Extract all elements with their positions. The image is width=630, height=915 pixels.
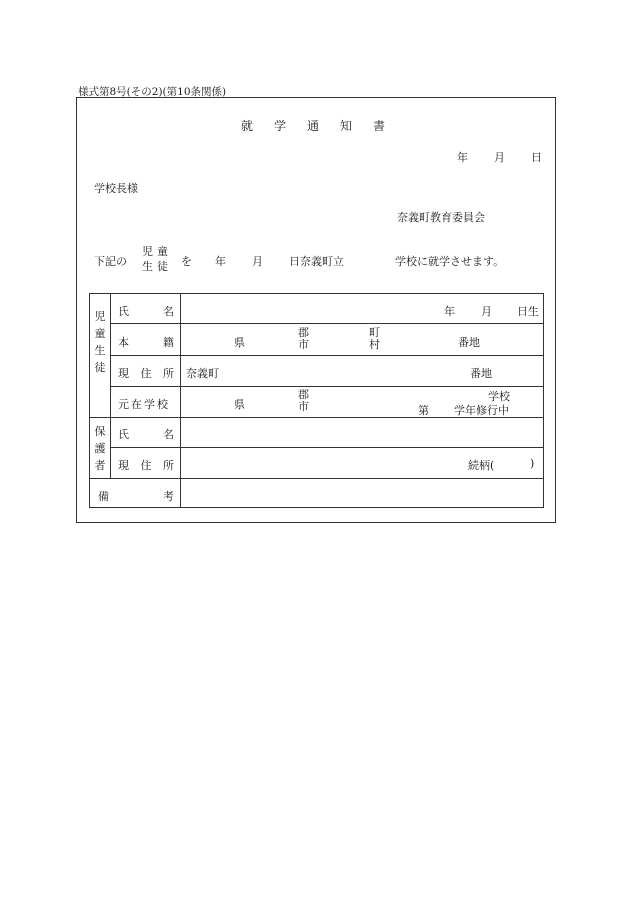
address-label: 現 住 所 [118, 367, 174, 380]
issue-month-unit: 月 [494, 151, 505, 164]
birth-year-unit: 年 [444, 305, 455, 318]
domicile-banchi: 番地 [458, 336, 480, 349]
form-number-label: 様式第8号(その2)(第10条関係) [78, 86, 227, 98]
sentence-day-town: 日奈義町立 [289, 255, 344, 268]
prev-school-prefecture: 県 [234, 398, 245, 411]
remarks-label: 備 考 [98, 490, 174, 503]
prev-school-school: 学校 [488, 390, 510, 403]
sentence-particle: を [181, 255, 192, 268]
address-town: 奈義町 [186, 367, 219, 380]
domicile-machi-mura: 町 村 [369, 326, 380, 351]
vertical-char: 徒 [94, 361, 106, 374]
guardian-address-label: 現 住 所 [118, 459, 174, 472]
sentence-month-unit: 月 [252, 255, 263, 268]
birth-month-unit: 月 [481, 305, 492, 318]
prev-school-label: 元在学校 [118, 398, 170, 411]
vertical-char: 護 [94, 442, 106, 455]
column-divider [180, 294, 181, 507]
addressee: 学校長様 [94, 182, 138, 195]
sentence-year-unit: 年 [215, 255, 226, 268]
sentence-school-part: 学校に就学させます。 [395, 255, 505, 268]
issue-day-unit: 日 [531, 151, 542, 164]
issuer: 奈義町教育委員会 [397, 211, 485, 224]
prev-school-dai: 第 [418, 404, 429, 417]
name-label: 氏 名 [118, 305, 174, 318]
document-title: 就学通知書 [241, 119, 407, 133]
vertical-char: 生 [94, 344, 106, 357]
domicile-prefecture: 県 [234, 336, 245, 349]
relation-close: ) [530, 457, 535, 470]
student-table [89, 293, 544, 508]
row-divider [110, 323, 543, 324]
prev-school-gun-shi: 郡 市 [298, 388, 309, 413]
guardian-group-label [93, 423, 107, 474]
sentence-lead: 下記の [94, 255, 127, 268]
issue-date [457, 149, 542, 165]
birth-day-unit: 日生 [517, 305, 539, 318]
kind-student: 生徒 [142, 260, 172, 273]
vertical-char: 者 [94, 459, 106, 472]
guardian-name-label: 氏 名 [118, 428, 174, 441]
row-divider [110, 447, 543, 448]
vertical-char: 童 [94, 327, 106, 340]
row-divider [110, 386, 543, 387]
vertical-char: 保 [94, 425, 106, 438]
domicile-label: 本 籍 [118, 336, 174, 349]
student-group-label [93, 308, 107, 376]
issue-year-unit: 年 [457, 151, 468, 164]
address-banchi: 番地 [470, 367, 492, 380]
column-divider [110, 294, 111, 478]
relation-label: 続柄( [468, 459, 495, 472]
prev-school-grade: 学年修行中 [454, 404, 509, 417]
row-divider [110, 355, 543, 356]
row-divider [90, 478, 543, 479]
vertical-char: 児 [94, 310, 106, 323]
kind-child: 児童 [142, 245, 172, 258]
sentence-child-kind [142, 244, 172, 274]
domicile-gun-shi: 郡 市 [298, 326, 309, 351]
